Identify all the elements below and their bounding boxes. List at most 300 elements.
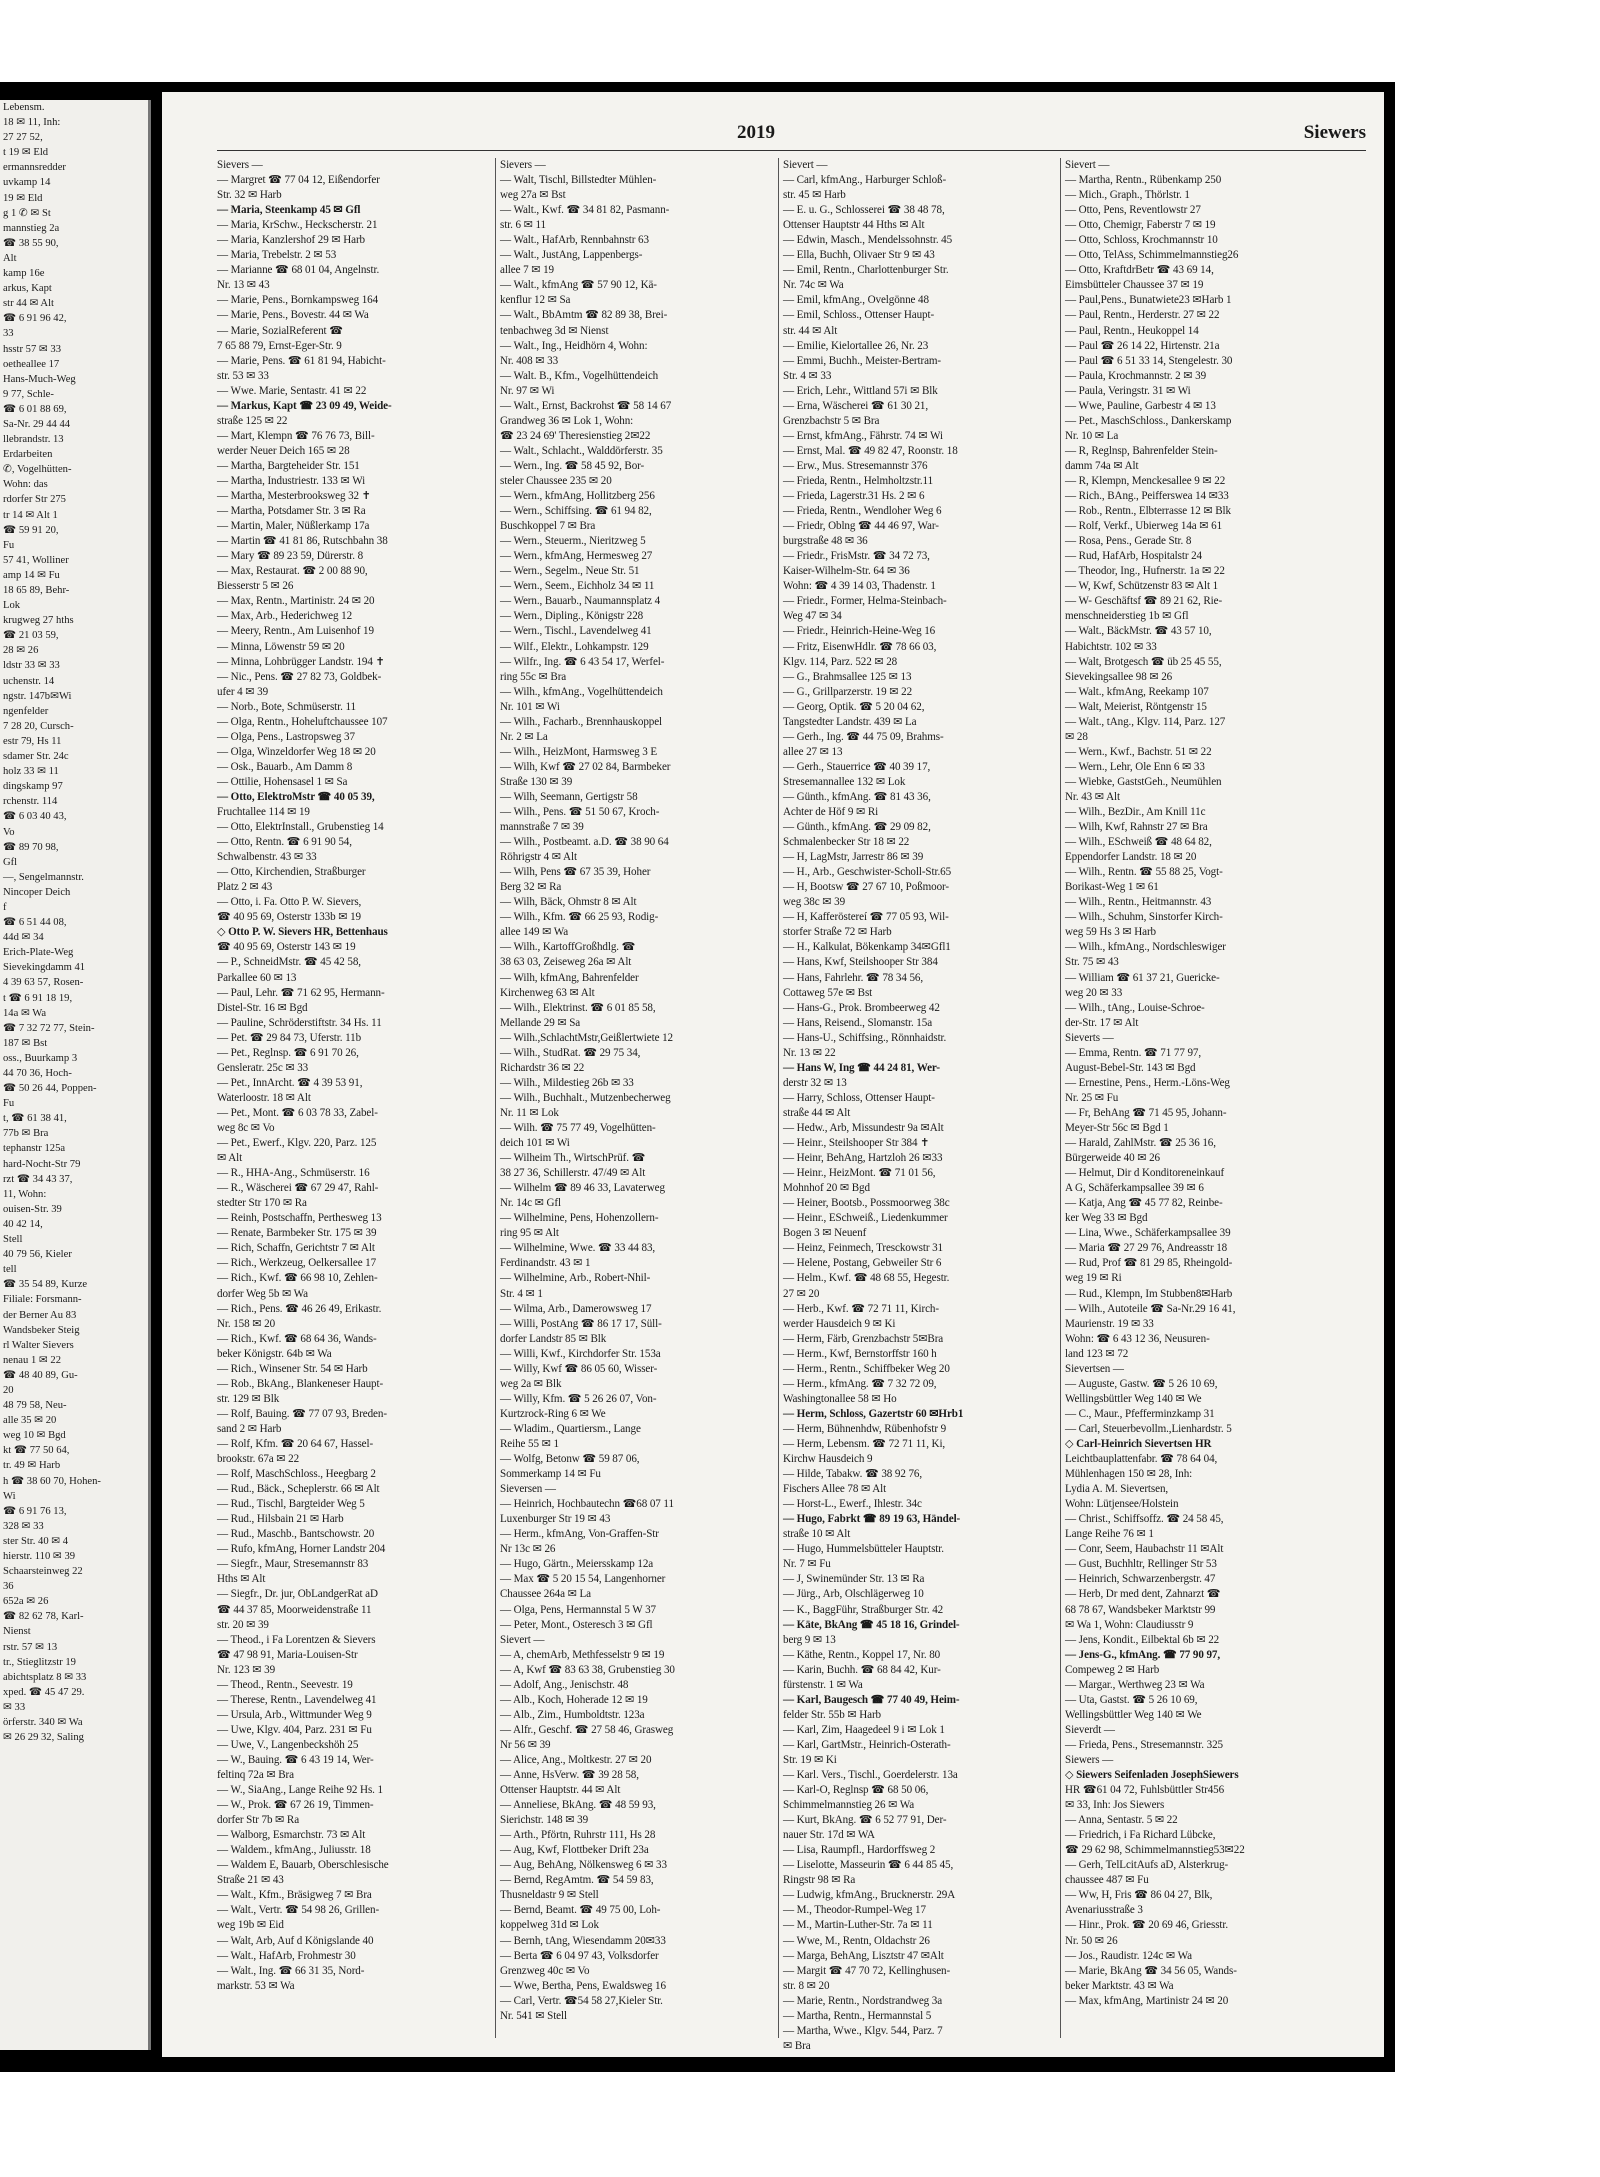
directory-entry-line: Nr 56 ✉ 39 (500, 1738, 551, 1751)
left-page-line: der Berner Au 83 (3, 1309, 77, 1321)
left-page-line: ☎ 6 03 40 43, (3, 811, 67, 823)
left-page-line: Schaarsteinweg 22 (3, 1566, 83, 1578)
directory-entry-line: — W., Bauing. ☎ 6 43 19 14, Wer- (217, 1753, 374, 1766)
directory-entry-line: Kaiser-Wilhelm-Str. 64 ✉ 36 (783, 565, 910, 578)
directory-entry-line: Mühlenhagen 150 ✉ 28, Inh: (1065, 1468, 1193, 1481)
directory-entry-line: — Wern., Lehr, Ole Enn 6 ✉ 33 (1065, 760, 1205, 773)
directory-entry-line: — Mich., Graph., Thörlstr. 1 (1065, 189, 1190, 202)
directory-entry-line: str. 8 ✉ 20 (783, 1979, 830, 1992)
directory-entry-line: — Wilfr., Ing. ☎ 6 43 54 17, Werfel- (500, 655, 665, 668)
directory-entry-line: — Rob., Rentn., Elbterrasse 12 ✉ Blk (1065, 505, 1231, 518)
directory-entry-line: Weg 47 ✉ 34 (783, 610, 842, 623)
column-divider (778, 158, 779, 2038)
directory-entry-line: — Marie, Pens., Bovestr. 44 ✉ Wa (217, 309, 369, 322)
directory-entry-line: — Ernestine, Pens., Herm.-Löns-Weg (1065, 1076, 1230, 1089)
directory-entry-line: — Heinrich, Hochbautechn ☎68 07 11 (500, 1498, 674, 1511)
directory-entry-line: — H, Kafferöstereí ☎ 77 05 93, Wil- (783, 911, 949, 924)
directory-entry-line: fürstenstr. 1 ✉ Wa (783, 1678, 863, 1691)
directory-entry-line: — Peter, Mont., Osteresch 3 ✉ Gfl (500, 1618, 653, 1631)
directory-entry-line: — Harald, ZahlMstr. ☎ 25 36 16, (1065, 1137, 1216, 1150)
directory-entry-line: Wohn: Lütjensee/Holstein (1065, 1498, 1179, 1511)
directory-entry-line: sand 2 ✉ Harb (217, 1422, 282, 1435)
directory-entry-line: Kirchw Hausdeich 9 (783, 1453, 873, 1466)
directory-entry-line: — Wilhelmine, Arb., Robert-Nhil- (500, 1272, 651, 1285)
directory-entry-line: — Rud., Hilsbain 21 ✉ Harb (217, 1513, 344, 1526)
directory-entry-line: — Walt., Kfm., Bräsigweg 7 ✉ Bra (217, 1889, 372, 1902)
directory-entry-line: — Wilh., HeizMont, Harmsweg 3 E (500, 745, 658, 758)
directory-entry-line: — Wilh., BezDir., Am Knill 11c (1065, 806, 1206, 819)
directory-entry-line: Klgv. 114, Parz. 522 ✉ 28 (783, 655, 898, 668)
directory-entry-line: Sommerkamp 14 ✉ Fu (500, 1468, 601, 1481)
directory-entry-line: 68 78 67, Wandsbeker Marktstr 99 (1065, 1603, 1216, 1616)
directory-entry-line: — Otto, Rentn. ☎ 6 91 90 54, (217, 836, 352, 849)
directory-entry-line: — Olga, Winzeldorfer Weg 18 ✉ 20 (217, 745, 376, 758)
left-page-line: rstr. 57 ✉ 13 (3, 1641, 58, 1653)
left-page-line: t ☎ 6 91 18 19, (3, 992, 73, 1004)
directory-entry-line: allee 149 ✉ Wa (500, 926, 569, 939)
left-page-line: Lebensm. (3, 102, 45, 113)
directory-entry-line: — K., BaggFühr, Straßburger Str. 42 (783, 1603, 944, 1616)
directory-entry-line: weg 8c ✉ Vo (217, 1122, 275, 1134)
left-page-line: holz 33 ✉ 11 (3, 766, 59, 778)
directory-entry-line: — Karl-O, Reglnsp ☎ 68 50 06, (783, 1784, 929, 1797)
directory-entry-line: — Erich, Lehr., Wittland 57i ✉ Blk (783, 384, 938, 397)
directory-entry-line: weg 19 ✉ Ri (1065, 1272, 1122, 1285)
directory-entry-line: allee 7 ✉ 19 (500, 264, 554, 277)
left-page-line: oetheallee 17 (3, 358, 60, 370)
directory-entry-line: — Paul, Rentn., Heukoppel 14 (1065, 324, 1199, 337)
left-page-line: ☎ 35 54 89, Kurze (3, 1279, 88, 1291)
directory-entry-line: — Friedr., Heinrich-Heine-Weg 16 (783, 625, 936, 638)
directory-entry-line: Gensleratr. 25c ✉ 33 (217, 1061, 309, 1074)
left-page-line: tr 14 ✉ Alt 1 (3, 509, 58, 521)
directory-entry-line: A G, Schäferkampsallee 39 ✉ 6 (1065, 1182, 1204, 1195)
directory-entry-line: — Wwe, M., Rentn, Oldachstr 26 (783, 1934, 930, 1947)
directory-entry-line: Nr. 7 ✉ Fu (783, 1558, 831, 1571)
left-page-line: ☎ 50 26 44, Poppen- (3, 1083, 97, 1095)
left-page-line: Sa-Nr. 29 44 44 (3, 418, 71, 430)
directory-entry-line: — Waldem., kfmAng., Juliusstr. 18 (217, 1844, 371, 1857)
left-page-line: 40 79 56, Kieler (3, 1249, 72, 1261)
directory-entry-line: — Gerh, TelLcitAufs aD, Alsterkrug- (1065, 1859, 1229, 1872)
directory-entry-line: — Hans W, Ing ☎ 44 24 81, Wer- (783, 1061, 940, 1074)
section-heading: Sievertsen — (1065, 1362, 1124, 1375)
directory-entry-line: — Otto, ElektrInstall., Grubenstieg 14 (217, 821, 384, 834)
directory-entry-line: Biesserstr 5 ✉ 26 (217, 580, 294, 593)
left-page-line: sdamer Str. 24c (3, 751, 69, 763)
directory-entry-line: ✉ 28 (1065, 730, 1088, 743)
left-page-line: 9 77, Schle- (3, 388, 54, 400)
directory-entry-line: — Wilh., Autoteile ☎ Sa-Nr.29 16 41, (1065, 1302, 1236, 1315)
left-page-line: Sievekingdamm 41 (3, 962, 86, 974)
running-head: Siewers (1303, 122, 1366, 143)
directory-entry-line: — Rich., Pens. ☎ 46 26 49, Erikastr. (217, 1302, 382, 1315)
directory-entry-line: — Hans-G., Prok. Brombeerweg 42 (783, 1001, 940, 1014)
directory-entry-line: — Erw., Mus. Stresemannstr 376 (783, 459, 928, 472)
directory-entry-line: — Walt., Schlacht., Walddörferstr. 35 (500, 444, 663, 457)
section-heading: Sievers — (217, 159, 263, 171)
left-page-line: 36 (3, 1581, 14, 1593)
left-page-line: 27 27 52, (3, 132, 43, 144)
directory-entry-line: ufer 4 ✉ 39 (217, 685, 269, 698)
directory-entry-line: — Bernh, tAng, Wiesendamm 20✉33 (500, 1934, 666, 1947)
directory-entry-line: — Wwe, Bertha, Pens, Ewaldsweg 16 (500, 1979, 666, 1992)
directory-entry-line: — Anna, Sentastr. 5 ✉ 22 (1065, 1814, 1178, 1827)
left-page-line: weg 10 ✉ Bgd (3, 1430, 66, 1442)
directory-entry-line: — Wilh., Kfm. ☎ 66 25 93, Rodig- (500, 911, 659, 924)
directory-entry-line: Nr. 2 ✉ La (500, 730, 548, 743)
left-page-line: Erdarbeiten (3, 449, 53, 461)
directory-entry-line: — Martha, Mesterbrooksweg 32 ✝ (217, 490, 371, 503)
section-heading: Sievert — (500, 1633, 545, 1646)
left-page-line: ☎ 6 51 44 08, (3, 917, 67, 929)
directory-entry-line: — Walt., Kwf. ☎ 34 81 82, Pasmann- (500, 204, 670, 217)
directory-entry-line: — Martha, Bargteheider Str. 151 (217, 459, 360, 472)
directory-entry-line: — Martha, Industriestr. 133 ✉ Wi (217, 474, 366, 487)
directory-entry-line: — Conr, Seem, Haubachstr 11 ✉Alt (1065, 1543, 1224, 1556)
left-page-line: ☎ 89 70 98, (3, 841, 59, 853)
directory-entry-line: — Margret ☎ 77 04 12, Eißendorfer (217, 174, 380, 187)
directory-entry-line: — Pet., InnArcht. ☎ 4 39 53 91, (217, 1076, 363, 1089)
section-heading: Sieverts — (1065, 1031, 1114, 1044)
directory-entry-line: Leichtbauplattenfabr. ☎ 78 64 04, (1065, 1453, 1218, 1466)
directory-entry-line: — Olga, Pens., Lastropsweg 37 (217, 730, 355, 743)
left-page-line: 33 (3, 328, 14, 340)
directory-entry-line: — Paula, Krochmannstr. 2 ✉ 39 (1065, 369, 1207, 382)
directory-entry-line: deich 101 ✉ Wi (500, 1137, 570, 1150)
directory-entry-line: — Berta ☎ 6 04 97 43, Volksdorfer (500, 1949, 659, 1962)
directory-entry-line: Distel-Str. 16 ✉ Bgd (217, 1001, 308, 1014)
directory-entry-line: Nr. 123 ✉ 39 (217, 1663, 276, 1676)
left-page-line: hard-Nocht-Str 79 (3, 1158, 81, 1170)
directory-entry-line: — Rufo, kfmAng, Horner Landstr 204 (217, 1543, 386, 1556)
directory-entry-line: — Katja, Ang ☎ 45 77 82, Reinbe- (1065, 1197, 1223, 1210)
directory-entry-line: — Friedrich, i Fa Richard Lübcke, (1065, 1829, 1216, 1842)
directory-entry-line: — Wilheim Th., WirtschPrüf. ☎ (500, 1152, 646, 1165)
directory-entry-line: — Rud., Klempn, Im Stubben8✉Harb (1065, 1287, 1233, 1300)
directory-entry-line: — Jos., Raudistr. 124c ✉ Wa (1065, 1949, 1192, 1962)
directory-entry-line: — Walt., HafArb, Rennbahnstr 63 (500, 234, 649, 247)
directory-entry-line: — Alice, Ang., Moltkestr. 27 ✉ 20 (500, 1753, 652, 1766)
directory-entry-line: ◇ Carl-Heinrich Sievertsen HR (1065, 1437, 1212, 1450)
directory-entry-line: berg 9 ✉ 13 (783, 1633, 836, 1646)
directory-entry-line: 38 63 03, Zeiseweg 26a ✉ Alt (500, 956, 632, 969)
directory-entry-line: Borikast-Weg 1 ✉ 61 (1065, 881, 1159, 894)
directory-entry-line: — Wilf., Elektr., Lohkampstr. 129 (500, 640, 649, 653)
left-page-line: tr., Stieglitzstr 19 (3, 1656, 76, 1668)
directory-entry-line: — Marie, Pens. ☎ 61 81 94, Habicht- (217, 354, 386, 367)
directory-entry-line: — Fritz, EisenwHdlr. ☎ 78 66 03, (783, 640, 937, 653)
directory-entry-line: — Martha, Rentn., Rübenkamp 250 (1065, 174, 1222, 187)
directory-entry-line: — Martha, Potsdamer Str. 3 ✉ Ra (217, 505, 366, 518)
directory-entry-line: — Heinr., HeizMont. ☎ 71 01 56, (783, 1167, 936, 1180)
left-page-line: 57 41, Wolliner (3, 554, 69, 566)
directory-entry-line: — Maria, Kanzlershof 29 ✉ Harb (217, 234, 366, 247)
left-page-line: nenau 1 ✉ 22 (3, 1354, 62, 1366)
directory-entry-line: — Minna, Löwenstr 59 ✉ 20 (217, 640, 345, 653)
directory-entry-line: Thusneldastr 9 ✉ Stell (500, 1889, 599, 1902)
directory-entry-line: — Paula, Veringstr. 31 ✉ Wi (1065, 384, 1191, 397)
directory-entry-line: — Christ., Schiffsoffz. ☎ 24 58 45, (1065, 1513, 1224, 1526)
directory-entry-line: — W, Kwf, Schützenstr 83 ✉ Alt 1 (1065, 580, 1219, 593)
directory-entry-line: — Wilhelmine, Pens, Hohenzollern- (500, 1212, 659, 1225)
directory-entry-line: ◇ Siewers Seifenladen JosephSiewers (1065, 1769, 1239, 1782)
left-page-line: Vo (3, 826, 15, 838)
directory-entry-line: Stresemannallee 132 ✉ Lok (783, 775, 906, 788)
directory-entry-line: — H, LagMstr, Jarrestr 86 ✉ 39 (783, 851, 924, 864)
left-page-fragment (0, 100, 151, 2050)
left-page-line: rl Walter Sievers (3, 1339, 74, 1351)
directory-entry-line: — W., SiaAng., Lange Reihe 92 Hs. 1 (217, 1784, 383, 1797)
left-page-line: krugweg 27 hths (3, 615, 74, 627)
directory-entry-line: — Herm., Kwf, Bernstorffstr 160 h (783, 1347, 937, 1360)
directory-entry-line: — Kurt, BkAng. ☎ 6 52 77 91, Der- (783, 1814, 947, 1827)
left-page-line: 18 ✉ 11, Inh: (3, 117, 61, 129)
directory-entry-line: — Alfr., Geschf. ☎ 27 58 46, Grasweg (500, 1723, 674, 1736)
directory-entry-line: — Olga, Rentn., Hoheluftchaussee 107 (217, 715, 388, 728)
directory-entry-line: — Marga, BehAng, Lisztstr 47 ✉Alt (783, 1949, 944, 1962)
directory-entry-line: beker Königstr. 64b ✉ Wa (217, 1347, 332, 1360)
directory-entry-line: — Heinr, BehAng, Hartzloh 26 ✉33 (783, 1152, 943, 1165)
directory-entry-line: Hths ✉ Alt (217, 1573, 266, 1586)
directory-entry-line: — Ella, Buchh, Olivaer Str 9 ✉ 43 (783, 249, 935, 262)
directory-entry-line: — Otto, Kirchendien, Straßburger (217, 866, 366, 879)
directory-entry-line: Sierichstr. 148 ✉ 39 (500, 1814, 589, 1827)
directory-entry-line: — Marie, SozialReferent ☎ (217, 324, 343, 337)
directory-entry-line: — Ottilie, Hohensasel 1 ✉ Sa (217, 775, 348, 788)
directory-entry-line: land 123 ✉ 72 (1065, 1347, 1129, 1360)
directory-entry-line: — Pet., Reglnsp. ☎ 6 91 70 26, (217, 1046, 359, 1059)
left-page-line: 48 79 58, Neu- (3, 1400, 67, 1412)
directory-entry-line: — Wilh., kfmAng., Nordschleswiger (1065, 941, 1226, 954)
directory-entry-line: — Wilh.,SchlachtMstr,Geißlertwiete 12 (500, 1031, 673, 1044)
directory-entry-line: — Helmut, Dir d Konditoreneinkauf (1065, 1167, 1225, 1180)
left-page-line: ☎ 6 91 96 42, (3, 313, 67, 325)
directory-entry-line: str. 44 ✉ Alt (783, 324, 838, 337)
directory-entry-line: — Max ☎ 5 20 15 54, Langenhorner (500, 1573, 666, 1586)
directory-entry-line: — Jens, Kondit., Eilbektal 6b ✉ 22 (1065, 1633, 1220, 1646)
directory-entry-line: — Theodor, Ing., Hufnerstr. 1a ✉ 22 (1065, 565, 1225, 578)
directory-entry-line: — Maria, Steenkamp 45 ✉ Gfl (217, 204, 361, 217)
directory-entry-line: Chaussee 264a ✉ La (500, 1588, 591, 1601)
left-page-line: —, Sengelmannstr. (3, 871, 84, 883)
directory-entry-line: — Ernst, Mal. ☎ 49 82 47, Roonstr. 18 (783, 444, 958, 457)
directory-entry-line: Eppendorfer Landstr. 18 ✉ 20 (1065, 851, 1197, 864)
directory-entry-line: — Wilh., ESchweiß ☎ 48 64 82, (1065, 836, 1212, 849)
directory-entry-line: HR ☎61 04 72, Fuhlsbüttler Str456 (1065, 1784, 1225, 1797)
left-page-line: 7 28 20, Cursch- (3, 720, 74, 732)
directory-entry-line: — Hugo, Fabrkt ☎ 89 19 63, Händel- (783, 1513, 961, 1526)
directory-entry-line: — Willi, Kwf., Kirchdorfer Str. 153a (500, 1347, 661, 1360)
directory-entry-line: — Fr, BehAng ☎ 71 45 95, Johann- (1065, 1106, 1227, 1119)
directory-entry-line: Reihe 55 ✉ 1 (500, 1437, 559, 1450)
directory-entry-line: Straße 21 ✉ 43 (217, 1874, 284, 1887)
directory-entry-line: werder Hausdeich 9 ✉ Ki (783, 1317, 896, 1330)
directory-entry-line: — Walt., Ing. ☎ 66 31 35, Nord- (217, 1964, 365, 1977)
directory-entry-line: — Wern., Dipling., Königstr 228 (500, 610, 644, 623)
directory-entry-line: — G., Brahmsallee 125 ✉ 13 (783, 670, 912, 683)
directory-entry-line: — Paul,Pens., Bunatwiete23 ✉Harb 1 (1065, 294, 1232, 307)
directory-entry-line: — Carl, kfmAng., Harburger Schloß- (783, 174, 947, 187)
directory-entry-line: — Wilh., Rentn. ☎ 55 88 25, Vogt- (1065, 866, 1223, 879)
directory-entry-line: — H., Kalkulat, Bökenkamp 34✉Gfl1 (783, 941, 951, 954)
left-page-line: Wi (3, 1490, 16, 1502)
left-page-line: rdorfer Str 275 (3, 494, 66, 506)
directory-entry-line: weg 2a ✉ Blk (500, 1377, 562, 1390)
directory-entry-line: — Margit ☎ 47 70 72, Kellinghusen- (783, 1964, 951, 1977)
header-rule (217, 150, 1366, 151)
directory-entry-line: — Herm, Färb, Grenzbachstr 5✉Bra (783, 1332, 944, 1345)
directory-entry-line: dorfer Weg 5b ✉ Wa (217, 1287, 308, 1300)
directory-entry-line: stedter Str 170 ✉ Ra (217, 1197, 307, 1210)
directory-entry-line: — Hedw., Arb, Missundestr 9a ✉Alt (783, 1122, 944, 1134)
directory-entry-line: — Mary ☎ 89 23 59, Dürerstr. 8 (217, 550, 364, 563)
directory-entry-line: — Adolf, Ang., Jenischstr. 48 (500, 1678, 629, 1691)
directory-entry-line: — Theod., Rentn., Seevestr. 19 (217, 1678, 353, 1691)
directory-entry-line: — Wern., Segelm., Neue Str. 51 (500, 565, 640, 578)
directory-entry-line: — Wilh, Kwf ☎ 27 02 84, Barmbeker (500, 760, 671, 773)
directory-entry-line: — Herm., kfmAng. ☎ 7 32 72 09, (783, 1377, 937, 1390)
directory-entry-line: dorfer Str 7b ✉ Ra (217, 1814, 300, 1827)
directory-entry-line: — Waldem E, Bauarb, Oberschlesische (217, 1859, 389, 1872)
directory-entry-line: — Frieda, Rentn., Wendloher Weg 6 (783, 505, 942, 518)
directory-entry-line: — Wilh., tAng., Louise-Schroe- (1065, 1001, 1205, 1014)
directory-entry-line: — Maria, Trebelstr. 2 ✉ 53 (217, 249, 337, 262)
directory-entry-line: ☎ 23 24 69' Theresienstieg 2✉22 (500, 429, 651, 442)
directory-entry-line: Ferdinandstr. 43 ✉ 1 (500, 1257, 591, 1270)
directory-entry-line: — Wilhelmine, Wwe. ☎ 33 44 83, (500, 1242, 656, 1255)
directory-entry-line: Grenzbachstr 5 ✉ Bra (783, 414, 880, 427)
directory-entry-line: ☎ 40 95 69, Osterstr 143 ✉ 19 (217, 941, 356, 954)
directory-entry-line: Str. 19 ✉ Ki (783, 1753, 837, 1766)
directory-entry-line: — Rud, HafArb, Hospitalstr 24 (1065, 550, 1202, 563)
directory-entry-line: — Heinrich, Schwarzenbergstr. 47 (1065, 1573, 1216, 1586)
directory-entry-line: — Wern., Tischl., Lavendelweg 41 (500, 625, 652, 638)
directory-entry-line: felder Str. 55b ✉ Harb (783, 1708, 881, 1721)
directory-entry-line: Nr. 11 ✉ Lok (500, 1106, 559, 1119)
left-page-line: ☎ 21 03 59, (3, 630, 59, 642)
directory-entry-line: — H., Arb., Geschwister-Scholl-Str.65 (783, 866, 952, 879)
left-page-line: estr 79, Hs 11 (3, 735, 62, 747)
directory-entry-line: nauer Str. 17d ✉ WA (783, 1829, 875, 1842)
directory-entry-line: — J, Swinemünder Str. 13 ✉ Ra (783, 1573, 925, 1586)
directory-entry-line: weg 19b ✉ Eid (217, 1919, 284, 1932)
directory-entry-line: Kirchenweg 63 ✉ Alt (500, 986, 595, 999)
directory-entry-line: — Lisa, Raumpfl., Hardorffsweg 2 (783, 1844, 936, 1857)
directory-entry-line: — Hugo, Hummelsbütteler Hauptstr. (783, 1543, 944, 1556)
directory-entry-line: — Wilh., Facharb., Brennhauskoppel (500, 715, 663, 728)
directory-entry-line: — Martha, Wwe., Klgv. 544, Parz. 7 (783, 2024, 943, 2037)
directory-entry-line: Washingtonallee 58 ✉ Ho (783, 1392, 897, 1405)
directory-entry-line: — C., Maur., Pfefferminzkamp 31 (1065, 1407, 1215, 1420)
directory-entry-line: — Hugo, Gärtn., Meiersskamp 12a (500, 1558, 654, 1571)
directory-entry-line: Nr. 14c ✉ Gfl (500, 1197, 561, 1210)
directory-entry-line: — Therese, Rentn., Lavendelweg 41 (217, 1693, 377, 1706)
directory-entry-line: str. 45 ✉ Harb (783, 189, 846, 202)
directory-entry-line: — Max, Restaurat. ☎ 2 00 88 90, (217, 565, 368, 578)
directory-entry-line: Kurtzrock-Ring 6 ✉ We (500, 1407, 606, 1420)
directory-entry-line: — Maria, KrSchw., Heckscherstr. 21 (217, 219, 378, 232)
directory-entry-line: — Wilh. ☎ 75 77 49, Vogelhütten- (500, 1122, 656, 1134)
directory-entry-line: — Otto, ElektroMstr ☎ 40 05 39, (217, 790, 375, 803)
directory-entry-line: Nr. 74c ✉ Wa (783, 279, 844, 292)
left-page-line: kamp 16e (3, 268, 45, 280)
directory-entry-line: — Marie, Rentn., Nordstrandweg 3a (783, 1994, 943, 2007)
directory-entry-line: str. 53 ✉ 33 (217, 369, 269, 382)
directory-entry-line: — Otto, Pens, Reventlowstr 27 (1065, 204, 1201, 217)
directory-entry-line: — Edwin, Masch., Mendelssohnstr. 45 (783, 234, 953, 247)
directory-entry-line: Grandweg 36 ✉ Lok 1, Wohn: (500, 414, 634, 427)
directory-entry-line: Ottenser Hauptstr 44 Hths ✉ Alt (783, 219, 925, 232)
directory-entry-line: — Martin ☎ 41 81 86, Rutschbahn 38 (217, 535, 388, 548)
directory-entry-line: ✉ Alt (217, 1152, 243, 1165)
left-page-line: ldstr 33 ✉ 33 (3, 660, 60, 672)
directory-entry-line: — Rolf, Bauing. ☎ 77 07 93, Breden- (217, 1407, 387, 1420)
directory-entry-line: — Walt., Vertr. ☎ 54 98 26, Grillen- (217, 1904, 380, 1917)
directory-entry-line: — Meery, Rentn., Am Luisenhof 19 (217, 625, 374, 638)
directory-entry-line: — Uwe, V., Langenbeckshöh 25 (217, 1738, 359, 1751)
left-page-line: Stell (3, 1234, 23, 1246)
directory-entry-line: Nr 13c ✉ 26 (500, 1543, 556, 1556)
directory-entry-line: mannstraße 7 ✉ 39 (500, 821, 584, 834)
directory-entry-line: 27 ✉ 20 (783, 1287, 820, 1300)
directory-entry-line: — Wilh., Postbeamt. a.D. ☎ 38 90 64 (500, 836, 669, 849)
directory-entry-line: — Rud., Tischl, Bargteider Weg 5 (217, 1498, 365, 1511)
directory-entry-line: — Minna, Lohbrügger Landstr. 194 ✝ (217, 655, 385, 668)
directory-entry-line: — Margar., Werthweg 23 ✉ Wa (1065, 1678, 1205, 1691)
left-page-line: kt ☎ 77 50 64, (3, 1445, 70, 1457)
left-page-line: Fu (3, 539, 15, 551)
directory-entry-line: — Rud., Maschb., Bantschowstr. 20 (217, 1528, 375, 1541)
directory-entry-line: Cottaweg 57e ✉ Bst (783, 986, 873, 999)
directory-entry-line: Luxenburger Str 19 ✉ 43 (500, 1513, 611, 1526)
directory-entry-line: ker Weg 33 ✉ Bgd (1065, 1212, 1148, 1225)
directory-entry-line: — Walt, Meierist, Röntgenstr 15 (1065, 700, 1207, 713)
directory-entry-line: — Walt, Arb, Auf d Königslande 40 (217, 1934, 374, 1947)
left-page-line: ☎ 6 01 88 69, (3, 403, 67, 415)
directory-entry-line: kenflur 12 ✉ Sa (500, 294, 571, 307)
directory-entry-line: Nr. 541 ✉ Stell (500, 2009, 567, 2022)
directory-entry-line: weg 38c ✉ 39 (783, 896, 846, 909)
directory-entry-line: — Ludwig, kfmAng., Brucknerstr. 29A (783, 1889, 956, 1902)
left-page-line: ✉ 33 (3, 1701, 26, 1713)
left-page-line: ouisen-Str. 39 (3, 1203, 62, 1215)
directory-entry-line: str. 20 ✉ 39 (217, 1618, 269, 1631)
directory-entry-line: straße 10 ✉ Alt (783, 1528, 851, 1541)
directory-entry-line: straße 44 ✉ Alt (783, 1106, 851, 1119)
directory-entry-line: — Emmi, Buchh., Meister-Bertram- (783, 354, 942, 367)
left-page-line: alle 35 ✉ 20 (3, 1415, 57, 1427)
directory-entry-line: — Friedr., Former, Helma-Steinbach- (783, 595, 947, 608)
left-page-line: ermannsredder (3, 162, 66, 174)
left-page-line: mannstieg 2a (3, 222, 60, 234)
left-page-line: 187 ✉ Bst (3, 1037, 48, 1049)
section-heading: Sievers — (500, 159, 546, 171)
directory-entry-line: — R., Wäscherei ☎ 67 29 47, Rahl- (217, 1182, 379, 1195)
directory-entry-line: steler Chaussee 235 ✉ 20 (500, 474, 612, 487)
directory-entry-line: — A, Kwf ☎ 83 63 38, Grubenstieg 30 (500, 1663, 675, 1676)
directory-entry-line: — Marie, BkAng ☎ 34 56 05, Wands- (1065, 1964, 1237, 1977)
directory-entry-line: Buschkoppel 7 ✉ Bra (500, 520, 596, 533)
directory-entry-line: der-Str. 17 ✉ Alt (1065, 1016, 1139, 1029)
directory-entry-line: tenbachweg 3d ✉ Nienst (500, 324, 609, 337)
left-page-line: Hans-Much-Weg (3, 373, 76, 385)
directory-entry-line: — Anne, HsVerw. ☎ 39 28 58, (500, 1769, 639, 1782)
left-page-line: Lok (3, 600, 21, 612)
directory-entry-line: — Bernd, RegAmtm. ☎ 54 59 83, (500, 1874, 654, 1887)
left-page-line: 28 ✉ 26 (3, 645, 39, 657)
left-page-line: t 19 ✉ Eld (3, 147, 49, 159)
